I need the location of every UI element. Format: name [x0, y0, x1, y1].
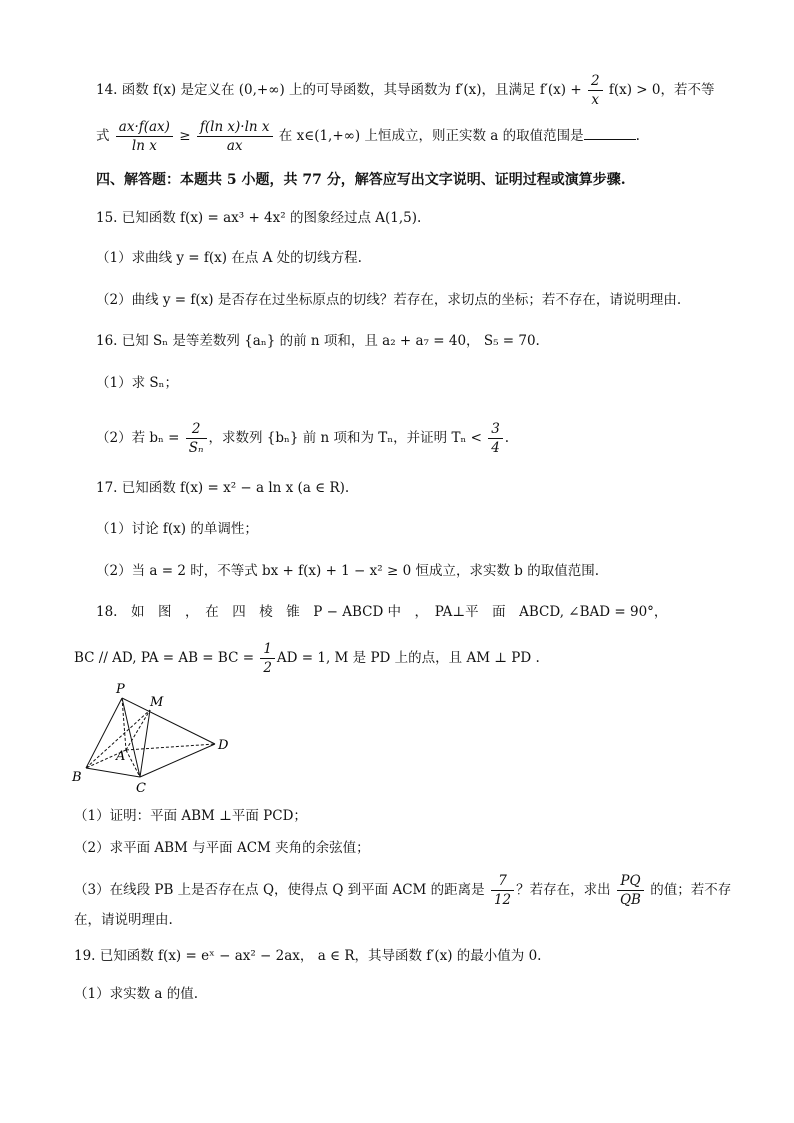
answer-blank[interactable]	[584, 125, 636, 140]
q16-text-a: （2）若 bₙ =	[96, 430, 184, 446]
q18-text-c: （3）在线段 PB 上是否存在点 Q，使得点 Q 到平面 ACM 的距离是	[74, 882, 489, 898]
q14-text-d: 在 x∈(1,+∞) 上恒成立，则正实数 a 的取值范围是	[274, 128, 584, 144]
label-P: P	[116, 682, 125, 697]
q14-line2	[96, 118, 736, 155]
q18-part3	[74, 872, 732, 909]
q18-fraction-half	[260, 640, 275, 677]
q19-part1: （1）求实数 a 的值.	[74, 986, 199, 1002]
q14-geq: ≥	[174, 128, 195, 144]
q14-text-a: 14. 函数 f(x) 是定义在 (0,+∞) 上的可导函数，其导函数为 f′(x)，且满足 f′(x) +	[96, 82, 586, 98]
frac-num: ax·f(ax)	[116, 118, 173, 137]
label-C: C	[136, 781, 146, 795]
frac-den: QB	[619, 892, 641, 908]
frac-num: 2	[186, 420, 207, 439]
frac-num: 7	[491, 872, 514, 891]
q19-stem: 19. 已知函数 f(x) = eˣ − ax² − 2ax， a ∈ R，其导函数 f′(x) 的最小值为 0.	[74, 948, 542, 964]
q14-fraction-right	[197, 118, 273, 155]
frac-den: 2	[263, 660, 272, 676]
frac-num: PQ	[617, 872, 644, 891]
q14-fraction-left	[116, 118, 173, 155]
q16-part2	[96, 420, 736, 457]
q16-text-c: .	[504, 430, 510, 446]
frac-num: 3	[488, 420, 503, 439]
q16-fraction-bound	[488, 420, 503, 457]
q18-stem-line2	[74, 640, 714, 677]
label-D: D	[218, 738, 229, 753]
q18-text-d: ？若存在，求出	[516, 882, 615, 898]
q14-text-e: .	[635, 128, 640, 144]
frac-den: 12	[493, 892, 512, 908]
edge-PD	[122, 698, 215, 744]
q17-stem: 17. 已知函数 f(x) = x² − a ln x (a ∈ R).	[96, 480, 350, 496]
frac-num: 1	[260, 640, 275, 659]
q18-part3-line2: 在，请说明理由.	[74, 912, 173, 928]
q14-line1	[96, 72, 736, 109]
q14-text-c: 式	[96, 128, 114, 144]
q15-part2: （2）曲线 y = f(x) 是否存在过坐标原点的切线？若存在，求切点的坐标；若不存在，请说明理由.	[96, 292, 682, 308]
q15-stem: 15. 已知函数 f(x) = ax³ + 4x² 的图象经过点 A(1,5).	[96, 210, 422, 226]
frac-den: ax	[226, 138, 243, 154]
label-A: A	[116, 749, 126, 764]
q17-part2: （2）当 a = 2 时，不等式 bx + f(x) + 1 − x² ≥ 0 恒成立，求实数 b 的取值范围.	[96, 563, 599, 579]
frac-den: x	[591, 92, 600, 108]
q18-fraction-ratio	[617, 872, 644, 909]
q17-part1: （1）讨论 f(x) 的单调性；	[96, 521, 258, 537]
q18-text-e: 的值；若不存	[645, 882, 732, 898]
edge-CD	[140, 744, 215, 777]
q18-part1: （1）证明：平面 ABM ⊥平面 PCD；	[74, 808, 307, 824]
frac-den: 4	[491, 440, 500, 456]
q15-part1: （1）求曲线 y = f(x) 在点 A 处的切线方程.	[96, 250, 362, 266]
q14-text-b: f(x) > 0，若不等	[604, 82, 715, 98]
edge-AC	[126, 750, 140, 777]
q16-stem: 16. 已知 Sₙ 是等差数列 {aₙ} 的前 n 项和，且 a₂ + a₇ = 40， S₅ = 70.	[96, 333, 540, 349]
q18-fraction-distance	[491, 872, 514, 909]
edge-BC	[86, 768, 140, 777]
label-M: M	[150, 695, 164, 710]
q18-part2: （2）求平面 ABM 与平面 ACM 夹角的余弦值；	[74, 840, 370, 856]
q14-fraction-2-over-x	[588, 72, 603, 109]
edge-AD	[126, 744, 215, 750]
frac-num: f(ln x)·ln x	[197, 118, 273, 137]
q16-part1: （1）求 Sₙ；	[96, 375, 178, 391]
q16-text-b: ，求数列 {bₙ} 前 n 项和为 Tₙ，并证明 Tₙ <	[208, 430, 487, 446]
frac-den: Sₙ	[188, 440, 204, 456]
edge-MC	[140, 710, 150, 777]
section-header: 四、解答题：本题共 5 小题，共 77 分，解答应写出文字说明、证明过程或演算步骤.	[96, 172, 626, 188]
q18-stem-line1: 18. 如 图 ， 在 四 棱 锥 P − ABCD 中 ， PA⊥平 面 ABCD, ∠BAD = 90°，	[96, 604, 668, 620]
frac-num: 2	[588, 72, 603, 91]
edge-PC	[122, 698, 140, 777]
q18-text-a: BC // AD, PA = AB = BC =	[74, 650, 259, 666]
q16-fraction-b	[186, 420, 207, 457]
pyramid-figure	[70, 680, 240, 795]
q18-text-b: AD = 1, M 是 PD 上的点，且 AM ⊥ PD .	[276, 650, 540, 666]
frac-den: ln x	[131, 138, 157, 154]
label-B: B	[72, 770, 82, 785]
